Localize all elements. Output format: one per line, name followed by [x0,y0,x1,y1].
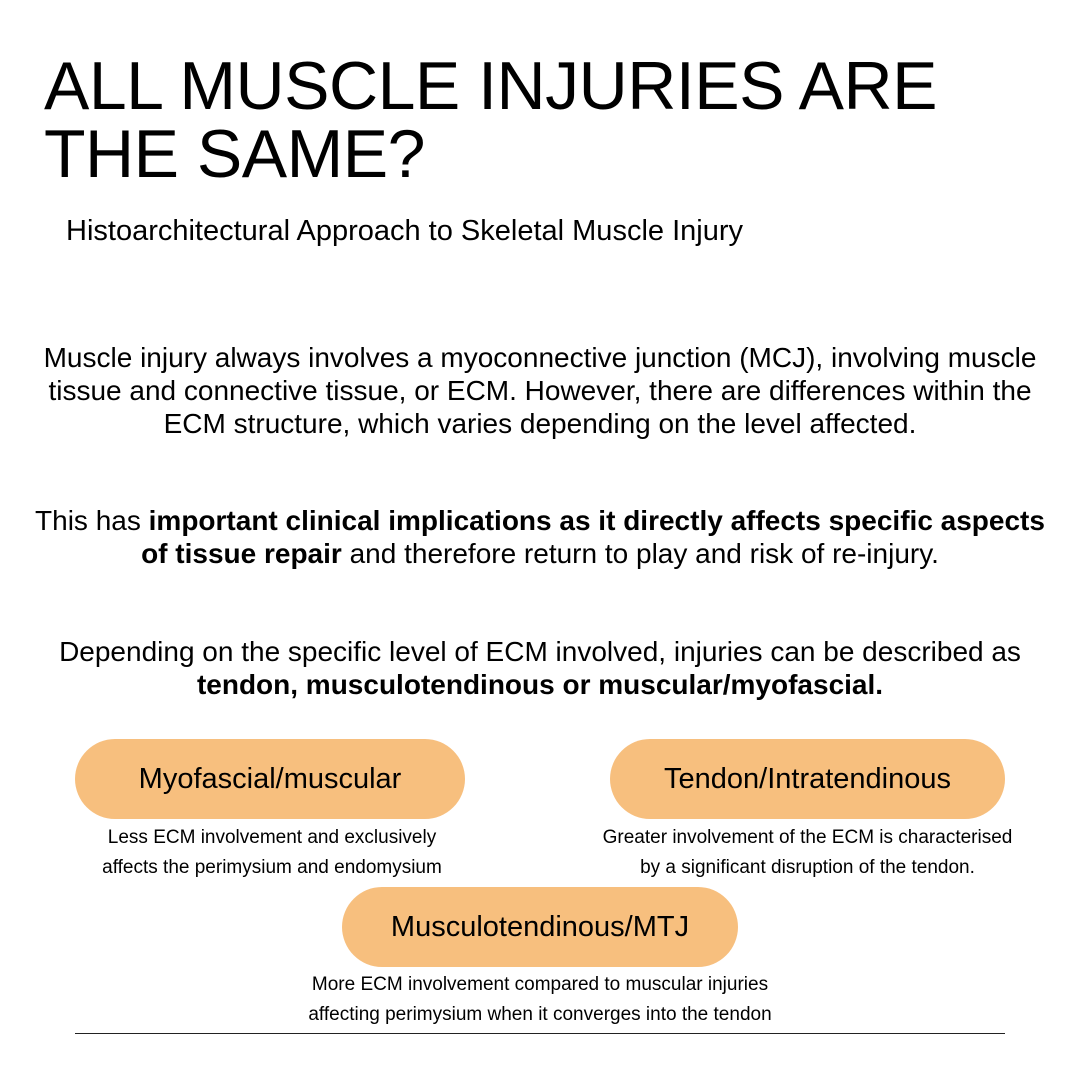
clinical-text-bold: important clinical implications as it directly affects specific aspects of tissue repair [141,505,1045,569]
myofascial-label: Myofascial/muscular [138,762,402,795]
classification-text-before: Depending on the specific level of ECM involved, injuries can be described as [59,636,1021,667]
clinical-text-before: This has [35,505,149,536]
tendon-pill [610,739,1005,819]
musculotendinous-description-line-1: More ECM involvement compared to muscular injuries [311,974,769,995]
musculotendinous-description-line-2: affecting perimysium when it converges into the tendon [308,1004,772,1025]
myofascial-description-line-1: Less ECM involvement and exclusively [107,827,437,848]
tendon-description-line-2: by a significant disruption of the tendon. [640,857,975,878]
classification-text-bold: tendon, musculotendinous or muscular/myofascial. [196,669,884,700]
bottom-divider [75,1033,1005,1034]
subtitle: Histoarchitectural Approach to Skeletal Muscle Injury [66,215,743,247]
myofascial-description [40,823,504,883]
title-line-2: THE SAME? [44,116,425,192]
clinical-text-after: and therefore return to play and risk of re-injury. [341,538,939,569]
tendon-label: Tendon/Intratendinous [664,762,951,795]
musculotendinous-label: Musculotendinous/MTJ [390,910,690,943]
tendon-description [560,823,1055,883]
myofascial-pill [75,739,465,819]
musculotendinous-pill [342,887,738,967]
musculotendinous-description [240,970,840,1030]
intro-paragraph: Muscle injury always involves a myoconnective junction (MCJ), involving muscle tissue and connective tissue, or ECM. However, there are differences within the ECM structure, which varies depending on the level affected. [43,342,1037,439]
myofascial-description-line-2: affects the perimysium and endomysium [102,857,442,878]
classification-paragraph [30,635,1050,701]
tendon-description-line-1: Greater involvement of the ECM is characterised [602,827,1013,848]
clinical-implications-paragraph [30,504,1050,570]
title-line-1: ALL MUSCLE INJURIES ARE [44,48,937,124]
page-title [44,48,1044,192]
